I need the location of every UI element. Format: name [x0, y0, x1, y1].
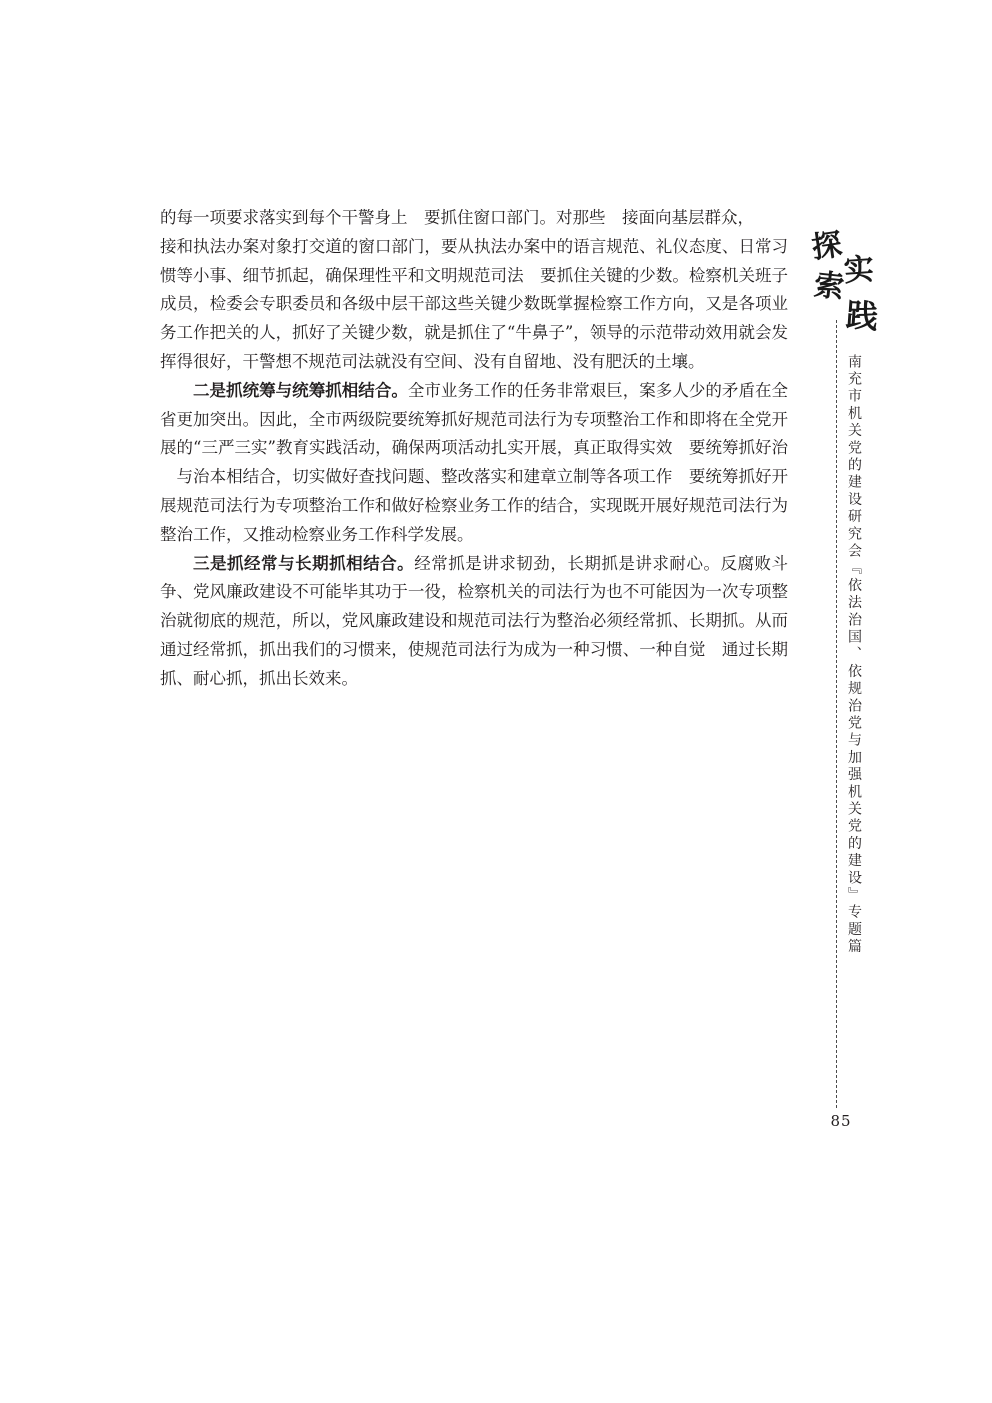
- article-body: [160, 204, 788, 694]
- logo-char-1: 探: [809, 227, 845, 266]
- paragraph-section-3: 三是抓经常与长期抓相结合。经常抓是讲求韧劲，长期抓是讲求耐心。反腐败斗争、党风廉政建设不可能毕其功于一役，检察机关的司法行为也不可能因为一次专项整治就彻底的规范，所以，党风廉政建设和规范司法行为整治必须经常抓、长期抓。从而通过经常抓，抓出我们的习惯来，使规范司法行为成为一种习惯、一种自觉 通过长期抓、耐心抓，抓出长效来。: [160, 553, 789, 688]
- page-number: 85: [830, 1112, 852, 1130]
- paragraph-section-2: 二是抓统筹与统筹抓相结合。全市业务工作的任务非常艰巨，案多人少的矛盾在全省更加突出。因此，全市两级院要统筹抓好规范司法行为专项整治工作和即将在全党开展的“三严三实”教育实践活动，确保两项活动扎实开展，真正取得实效 要统筹抓好治与治本相结合，切实做好查找问题、整改落实和建章立制等各项工作 要统筹抓好开展规范司法行为专项整治工作和做好检察业务工作的结合，实现既开展好规范司法行为整治工作，又推动检察业务工作科学发展。: [160, 380, 789, 544]
- logo-char-3: 实: [842, 251, 876, 290]
- side-column-title: 南充市机关党的建设研究会『依法治国、依规治党与加强机关党的建设』专题篇: [846, 354, 862, 956]
- side-dashed-rule: [836, 320, 837, 1108]
- section-3-heading: 三是抓经常与长期抓相结合。: [193, 553, 415, 573]
- logo-char-2: 索: [812, 267, 846, 306]
- paragraph-1: 的每一项要求落实到每个干警身上 要抓住窗口部门。对那些 接面向基层群众，: [160, 208, 754, 227]
- column-logo: [809, 227, 880, 342]
- section-2-heading: 二是抓统筹与统筹抓相结合。: [193, 380, 408, 400]
- paragraph-2: 接和执法办案对象打交道的窗口部门，要从执法办案中的语言规范、礼仪态度、日常习惯等小事、细节抓起，确保理性平和文明规范司法 要抓住关键的少数。检察机关班子成员，检委会专职委员和各级中层干部这些关键少数既掌握检察工作方向，又是各项业务工作把关的人，抓好了关键少数，就是抓住了“牛鼻子”，领导的示范带动效用就会发挥得很好，干警想不规范司法就没有空间、没有自留地、没有肥沃的土壤。: [160, 236, 789, 371]
- logo-char-4: 践: [844, 295, 880, 337]
